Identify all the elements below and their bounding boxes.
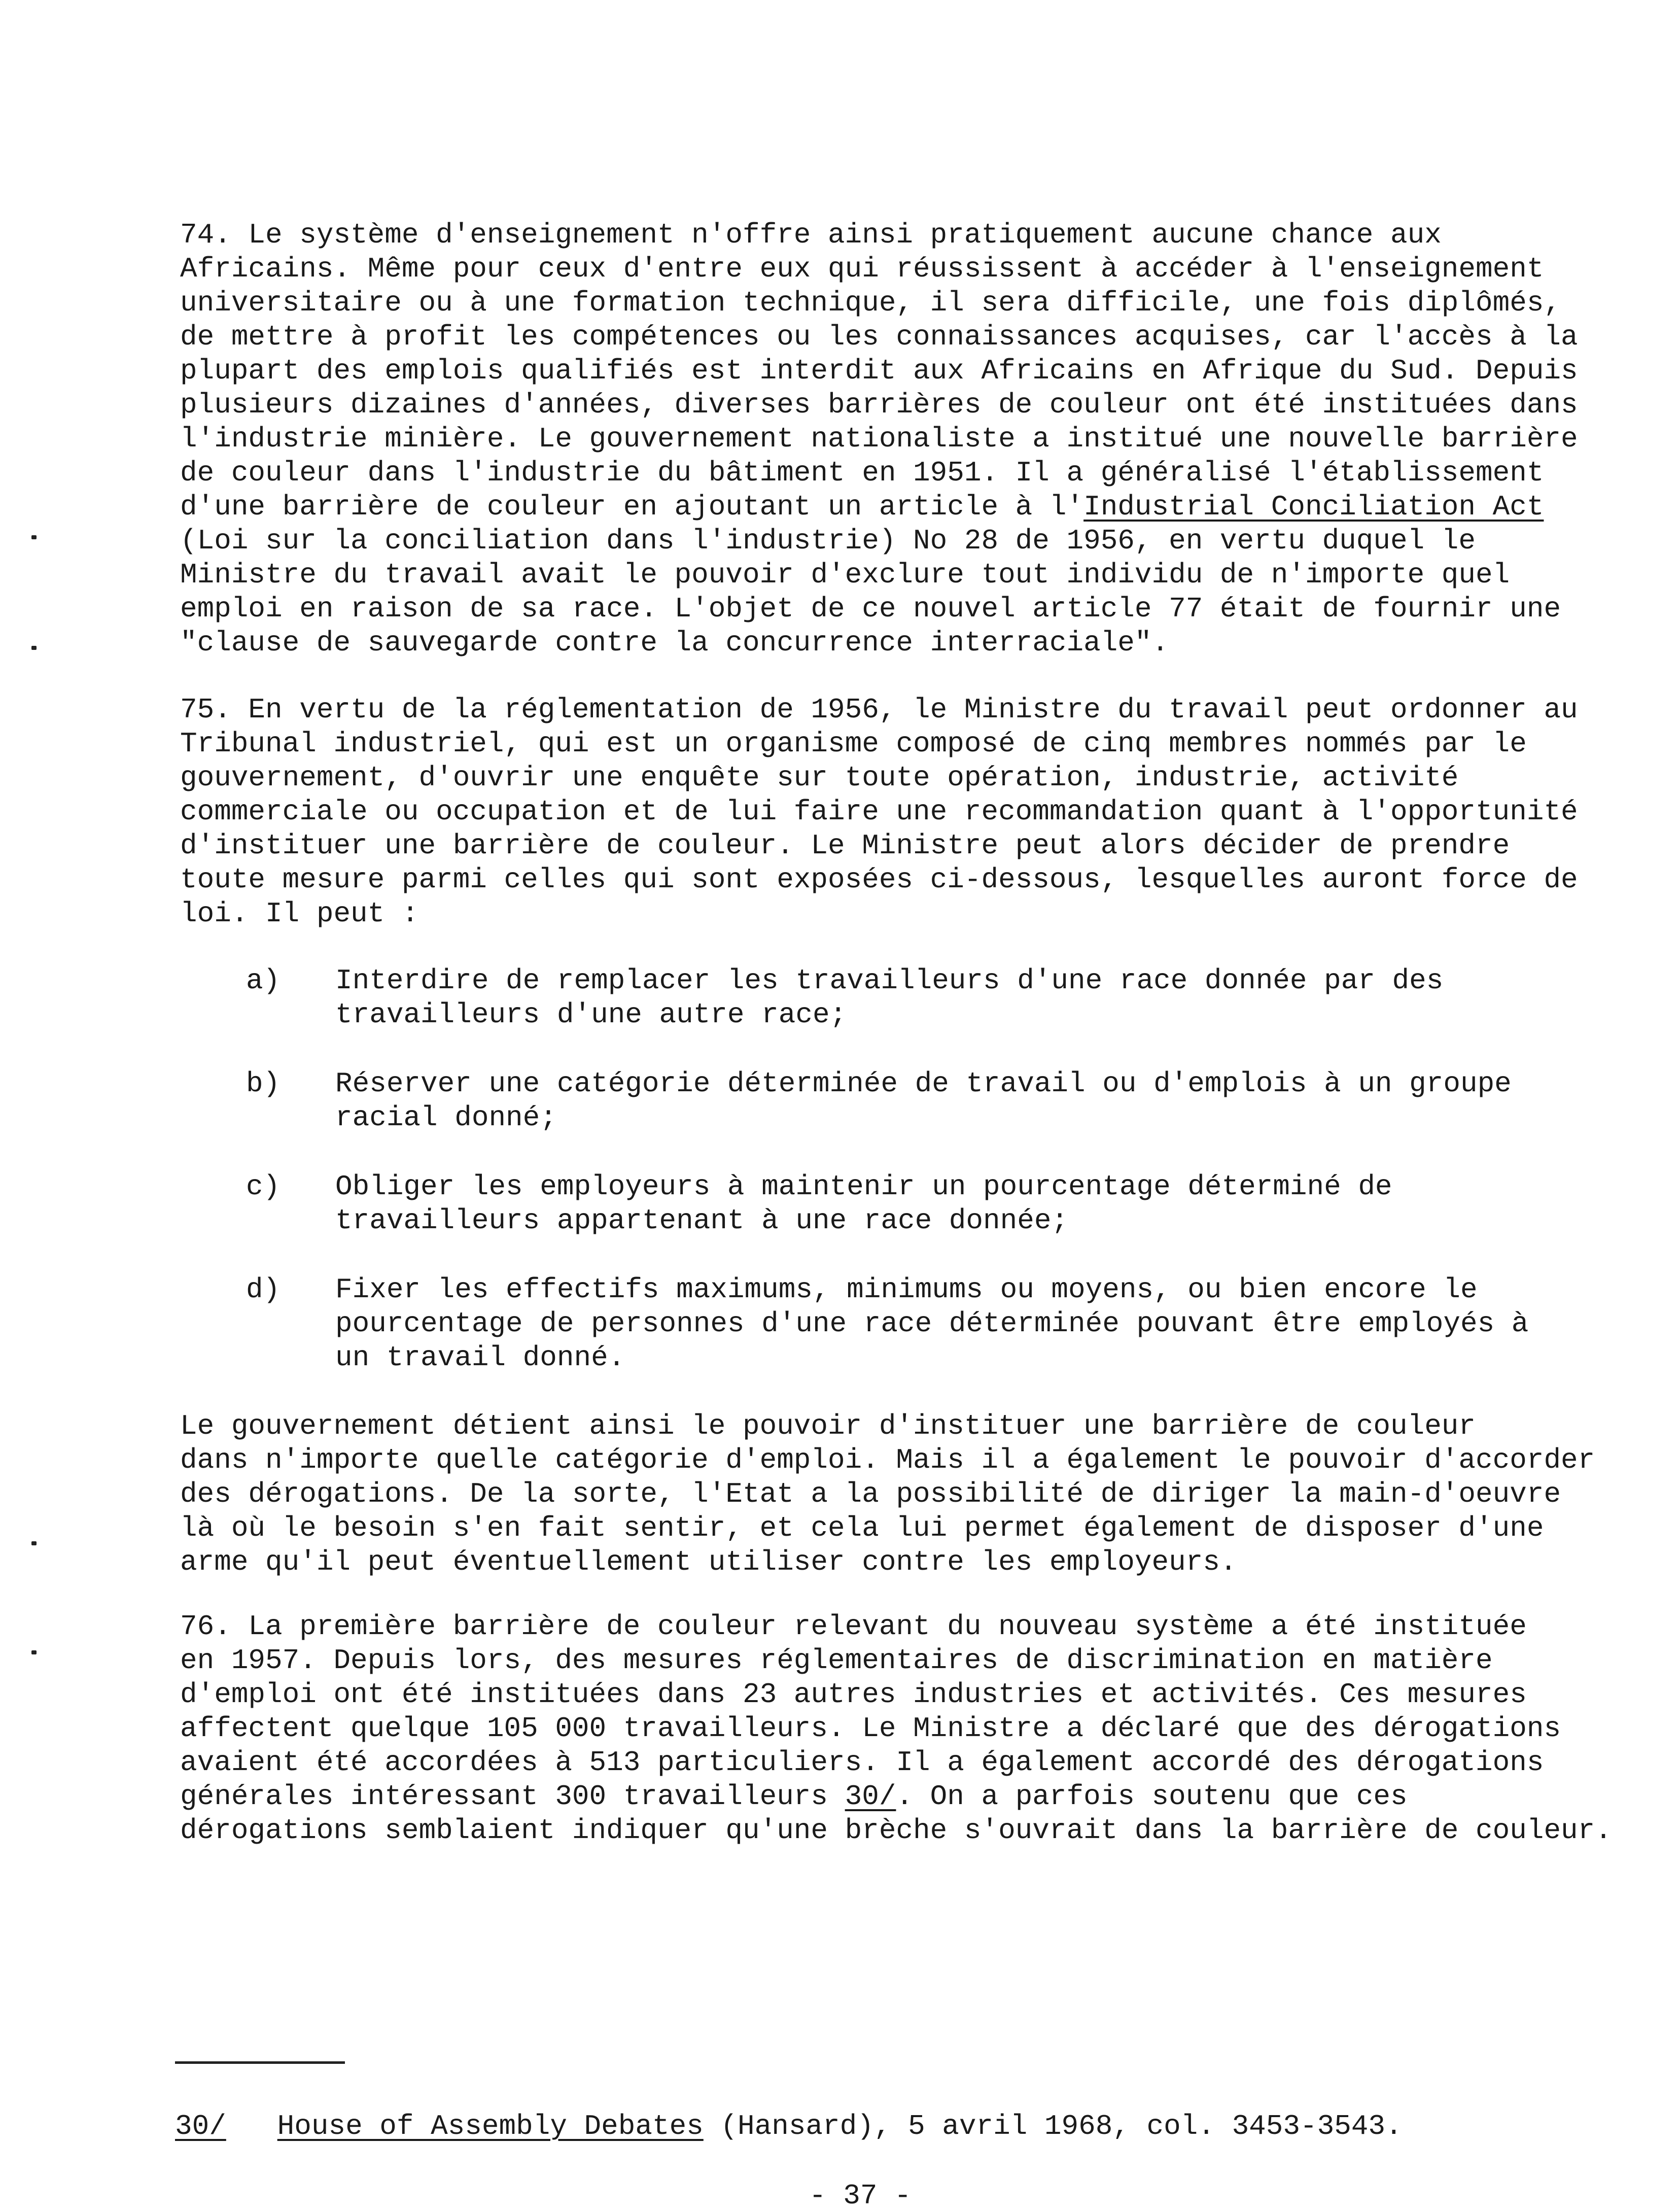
footnote-text: (Hansard), 5 avril 1968, col. 3453-3543. — [703, 2110, 1403, 2142]
paragraph-line — [180, 1780, 1595, 1814]
act-title: Industrial Conciliation Act — [1083, 491, 1544, 523]
paragraph-line: en 1957. Depuis lors, des mesures réglementaires de discrimination en matière — [180, 1644, 1493, 1677]
paragraph-line: Le gouvernement détient ainsi le pouvoir d'instituer une barrière de couleur — [180, 1410, 1476, 1442]
list-item-letter: b) — [246, 1067, 281, 1100]
footnote-reference[interactable]: 30/ — [845, 1780, 896, 1813]
list-item-text — [335, 1067, 1563, 1135]
paragraph-line: arme qu'il peut éventuellement utiliser contre les employeurs. — [180, 1546, 1237, 1578]
margin-mark — [31, 646, 37, 650]
line-text: d'une barrière de couleur en ajoutant un article à l' — [180, 491, 1084, 523]
list-item-text — [335, 1170, 1563, 1238]
list-item-line: pourcentage de personnes d'une race déterminée pouvant être employés à — [335, 1307, 1529, 1340]
paragraph-line: plusieurs dizaines d'années, diverses barrières de couleur ont été instituées dans — [180, 389, 1578, 421]
line-text: générales intéressant 300 travailleurs — [180, 1780, 845, 1813]
footnote-separator — [175, 2061, 345, 2064]
list-item-line: un travail donné. — [335, 1341, 625, 1374]
list-item-line: Fixer les effectifs maximums, minimums ou moyens, ou bien encore le — [335, 1273, 1478, 1306]
paragraph-line: plupart des emplois qualifiés est interdit aux Africains en Afrique du Sud. Depuis — [180, 355, 1578, 387]
paragraph-line: (Loi sur la conciliation dans l'industrie) No 28 de 1956, en vertu duquel le — [180, 525, 1476, 557]
footnote — [175, 2110, 1403, 2144]
margin-mark — [31, 1650, 37, 1654]
paragraph-line: 74. Le système d'enseignement n'offre ainsi pratiquement aucune chance aux — [180, 219, 1442, 251]
paragraph-line: "clause de sauvegarde contre la concurrence interraciale". — [180, 627, 1169, 659]
paragraph-line: commerciale ou occupation et de lui faire une recommandation quant à l'opportunité — [180, 796, 1578, 828]
paragraph-line: de couleur dans l'industrie du bâtiment en 1951. Il a généralisé l'établissement — [180, 457, 1544, 489]
paragraph-line: universitaire ou à une formation technique, il sera difficile, une fois diplômés, — [180, 287, 1561, 319]
footnote-number: 30/ — [175, 2110, 226, 2142]
list-item-letter: c) — [246, 1170, 281, 1203]
paragraph-line: emploi en raison de sa race. L'objet de ce nouvel article 77 était de fournir une — [180, 593, 1561, 625]
list-item-line: Interdire de remplacer les travailleurs d'une race donnée par des — [335, 964, 1444, 997]
paragraph-line: là où le besoin s'en fait sentir, et cela lui permet également de disposer d'une — [180, 1512, 1544, 1544]
list-item-text — [335, 964, 1563, 1032]
paragraph-line: avaient été accordées à 513 particuliers. Il a également accordé des dérogations — [180, 1746, 1544, 1779]
paragraph-line: loi. Il peut : — [180, 897, 419, 930]
paragraph-line: dérogations semblaient indiquer qu'une brèche s'ouvrait dans la barrière de couleur. — [180, 1814, 1612, 1847]
paragraph-line: toute mesure parmi celles qui sont exposées ci-dessous, lesquelles auront force de — [180, 863, 1578, 896]
margin-mark — [31, 535, 37, 539]
paragraph-line: l'industrie minière. Le gouvernement nationaliste a institué une nouvelle barrière — [180, 423, 1578, 455]
list-item-line: Réserver une catégorie déterminée de travail ou d'emplois à un groupe — [335, 1067, 1512, 1100]
paragraph-line: affectent quelque 105 000 travailleurs. Le Ministre a déclaré que des dérogations — [180, 1712, 1561, 1745]
footnote-source-title: House of Assembly Debates — [277, 2110, 704, 2142]
paragraph-line — [180, 490, 1595, 524]
paragraph-line: dans n'importe quelle catégorie d'emploi. Mais il a également le pouvoir d'accorder — [180, 1444, 1595, 1476]
margin-mark — [31, 1541, 37, 1545]
paragraph-76 — [180, 1610, 1612, 1848]
line-text: . On a parfois soutenu que ces — [896, 1780, 1408, 1813]
list-item-text — [335, 1273, 1563, 1375]
list-item-line: travailleurs appartenant à une race donnée; — [335, 1204, 1069, 1237]
list-item-line: racial donné; — [335, 1101, 557, 1134]
paragraph-line: Ministre du travail avait le pouvoir d'exclure tout individu de n'importe quel — [180, 559, 1510, 591]
paragraph-line: d'instituer une barrière de couleur. Le Ministre peut alors décider de prendre — [180, 830, 1510, 862]
paragraph-line: 75. En vertu de la réglementation de 1956, le Ministre du travail peut ordonner au — [180, 694, 1578, 726]
list-item-letter: d) — [246, 1273, 281, 1306]
paragraph-75 — [180, 693, 1595, 931]
paragraph-74 — [180, 218, 1595, 660]
paragraph-line: 76. La première barrière de couleur relevant du nouveau système a été instituée — [180, 1610, 1527, 1643]
paragraph-line: Africains. Même pour ceux d'entre eux qui réussissent à accéder à l'enseignement — [180, 253, 1544, 285]
list-item-line: travailleurs d'une autre race; — [335, 998, 847, 1031]
paragraph-line: des dérogations. De la sorte, l'Etat a la possibilité de diriger la main-d'oeuvre — [180, 1478, 1561, 1510]
footnote-gap — [226, 2110, 277, 2142]
paragraph-line: gouvernement, d'ouvrir une enquête sur toute opération, industrie, activité — [180, 762, 1459, 794]
paragraph-line: de mettre à profit les compétences ou les connaissances acquises, car l'accès à la — [180, 321, 1578, 353]
paragraph-line: d'emploi ont été instituées dans 23 autres industries et activités. Ces mesures — [180, 1678, 1527, 1711]
page-number: - 37 - — [809, 2180, 912, 2212]
paragraph-government — [180, 1409, 1595, 1579]
paragraph-line: Tribunal industriel, qui est un organisme composé de cinq membres nommés par le — [180, 728, 1527, 760]
list-item-line: Obliger les employeurs à maintenir un pourcentage déterminé de — [335, 1170, 1392, 1203]
list-item-letter: a) — [246, 964, 281, 997]
